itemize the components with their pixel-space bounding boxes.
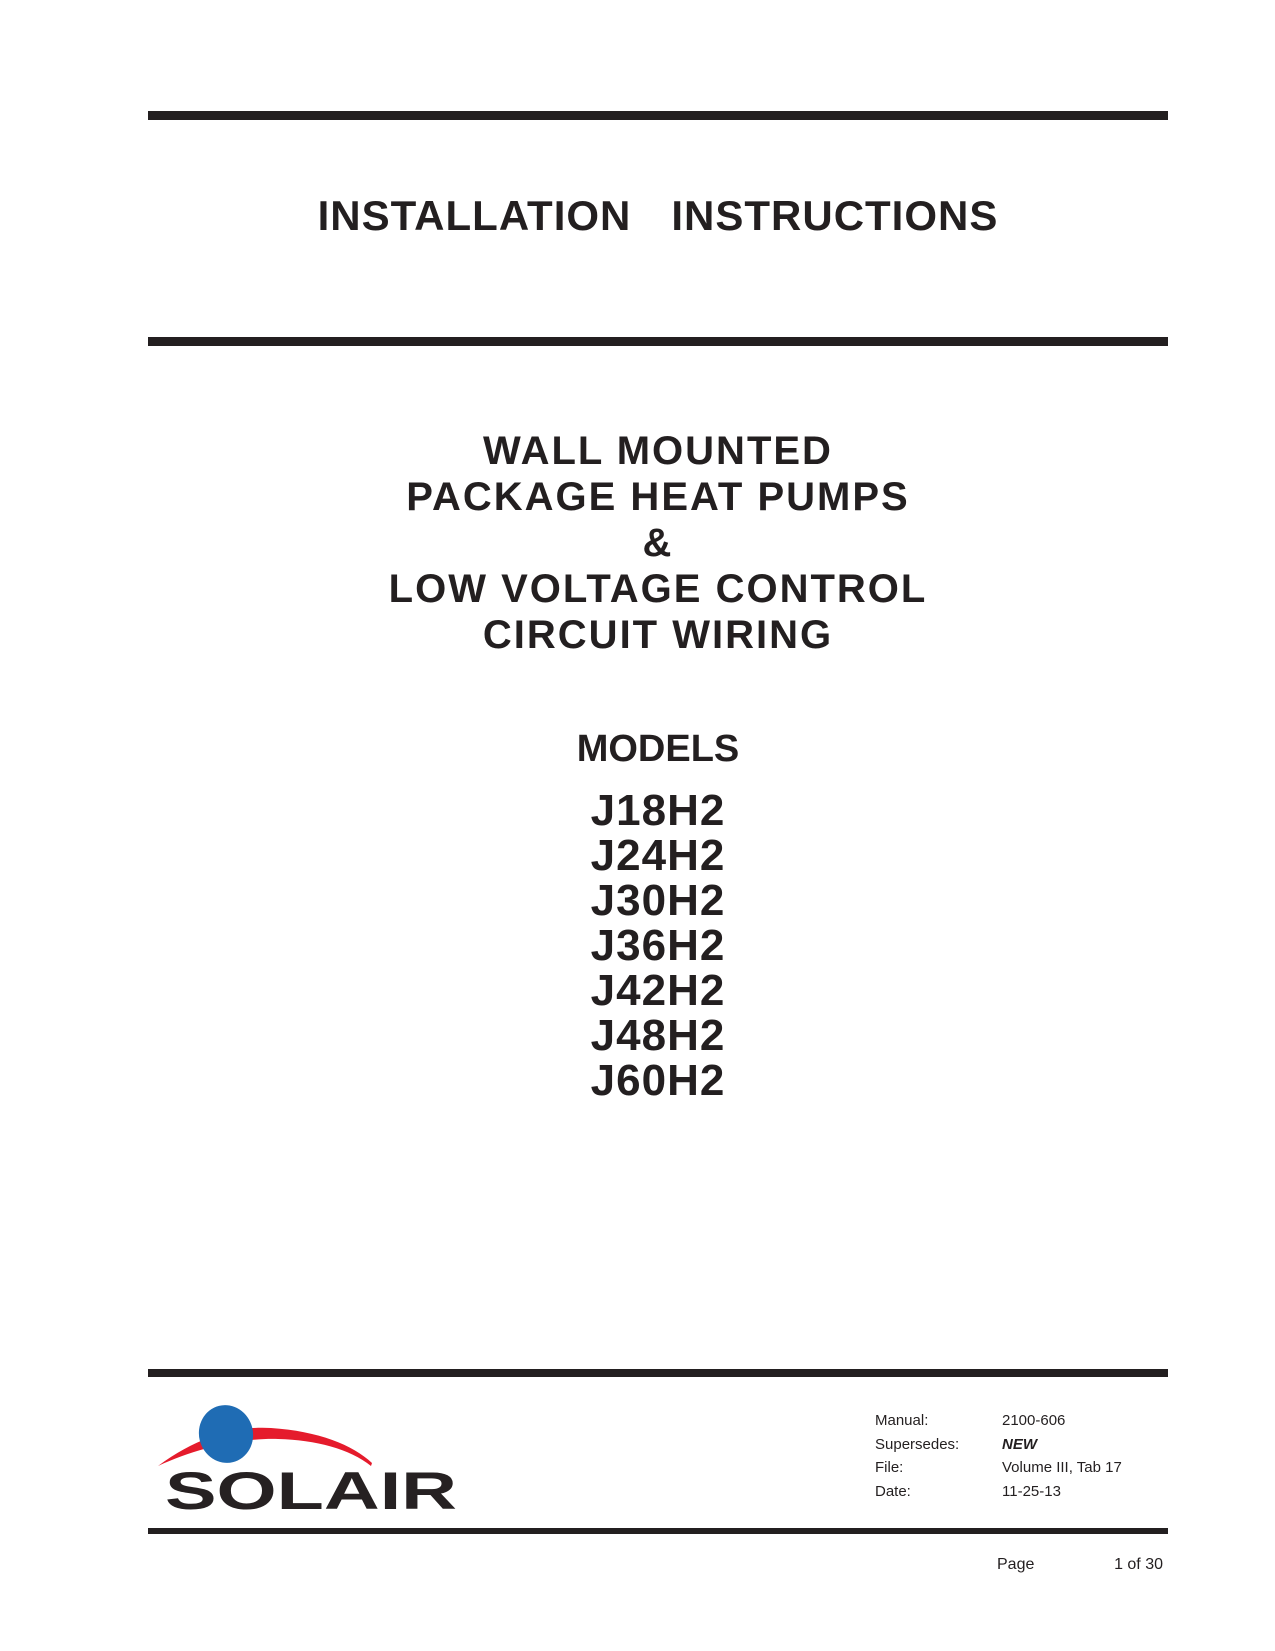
page-title-word-2: INSTRUCTIONS <box>671 192 999 239</box>
subtitle-line: WALL MOUNTED <box>483 429 833 473</box>
subtitle-line: LOW VOLTAGE CONTROL <box>388 567 928 611</box>
date-label: Date: <box>875 1482 911 1500</box>
model-item: J48H2 <box>590 1011 726 1060</box>
supersedes-value: NEW <box>1002 1435 1037 1453</box>
model-item: J42H2 <box>590 966 726 1015</box>
file-label: File: <box>875 1459 904 1476</box>
model-item: J18H2 <box>590 786 726 835</box>
bottom-rule <box>148 1528 1168 1534</box>
date-value: 11-25-13 <box>1002 1482 1061 1500</box>
models-heading: MODELS <box>576 728 740 770</box>
top-rule <box>148 111 1168 120</box>
models-list <box>148 788 1168 1103</box>
subtitle-block <box>148 428 1168 658</box>
logo-wordmark: SOLAIR <box>165 1462 457 1515</box>
supersedes-label: Supersedes: <box>875 1435 960 1453</box>
model-item: J30H2 <box>590 876 726 925</box>
manual-value: 2100-606 <box>1002 1412 1066 1429</box>
page-number: 1 of 30 <box>1114 1556 1163 1573</box>
manual-info-row <box>875 1409 1122 1433</box>
page-word: Page <box>997 1556 1035 1573</box>
manual-info-row <box>875 1480 1122 1504</box>
manual-info-block <box>875 1409 1122 1503</box>
manual-info-row <box>875 1456 1122 1480</box>
solair-logo <box>150 1397 470 1515</box>
subtitle-line: & <box>642 521 674 565</box>
logo-swoosh-icon <box>158 1428 372 1466</box>
model-item: J24H2 <box>590 831 726 880</box>
file-value: Volume III, Tab 17 <box>1002 1459 1122 1476</box>
model-item: J36H2 <box>590 921 726 970</box>
footer-top-rule <box>148 1369 1168 1377</box>
mid-rule <box>148 337 1168 346</box>
logo-globe-icon <box>193 1399 259 1468</box>
manual-label: Manual: <box>875 1412 929 1429</box>
manual-info-row <box>875 1433 1122 1457</box>
model-item: J60H2 <box>590 1056 726 1105</box>
page-title <box>148 194 1168 238</box>
page-title-word-1: INSTALLATION <box>317 192 632 239</box>
subtitle-line: PACKAGE HEAT PUMPS <box>406 475 910 519</box>
subtitle-line: CIRCUIT WIRING <box>482 613 834 657</box>
